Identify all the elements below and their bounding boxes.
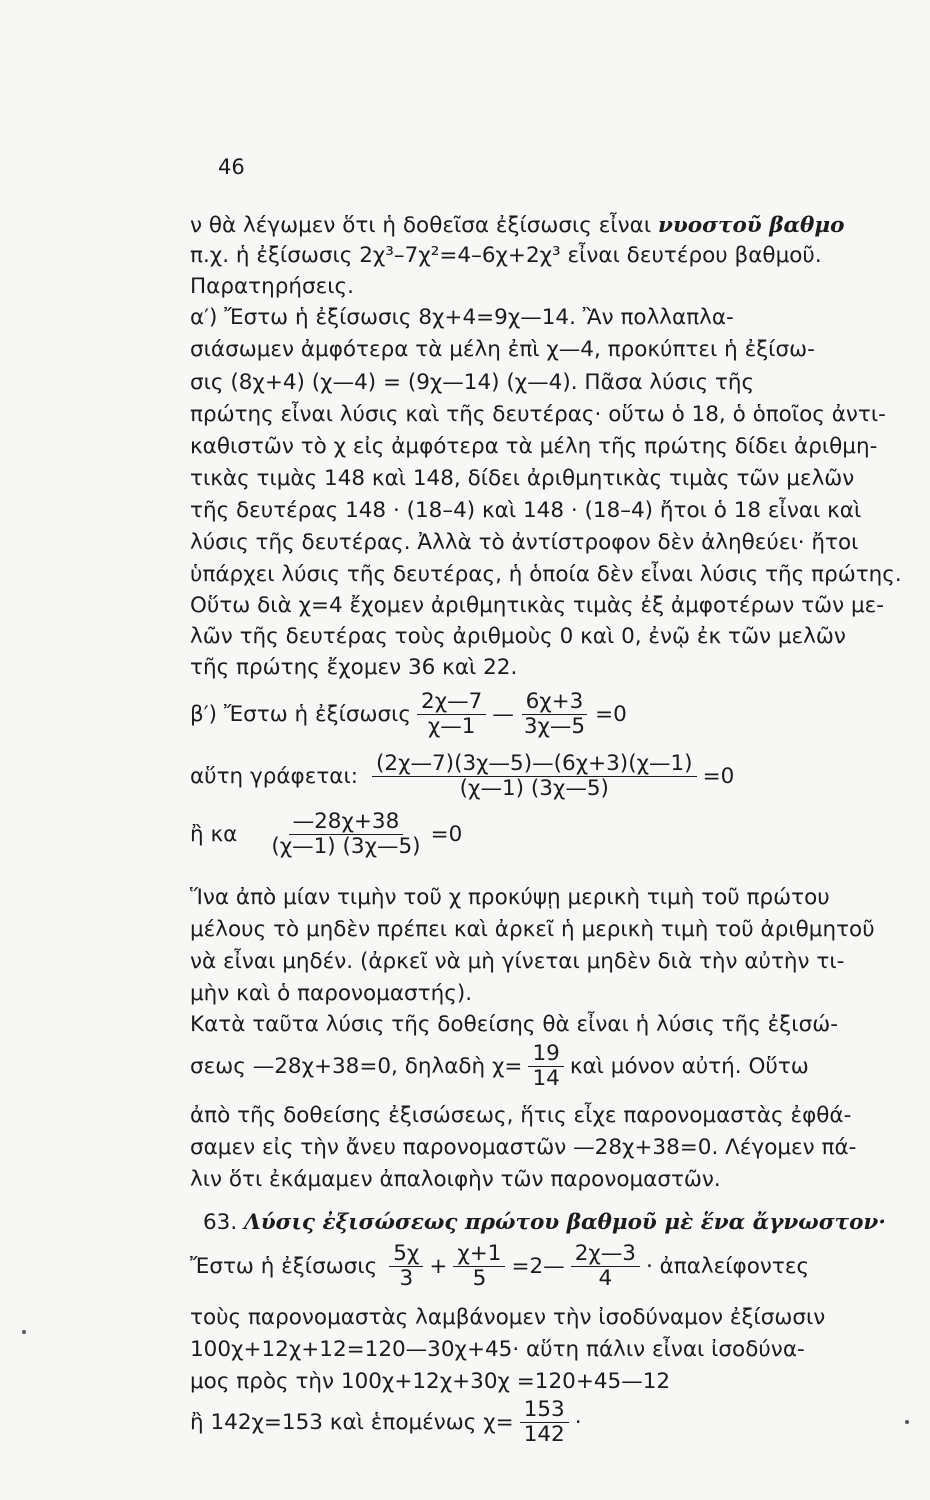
- text-line: 100χ+12χ+12=120—30χ+45· αὕτη πάλιν εἶναι ἰσοδύνα-: [190, 1337, 805, 1362]
- scan-speck: [22, 1330, 26, 1334]
- text-line: σαμεν εἰς τὴν ἄνευ παρονομαστῶν —28χ+38=0. Λέγομεν πά-: [190, 1135, 857, 1160]
- text-line: Κατὰ ταῦτα λύσις τῆς δοθείσης θὰ εἶναι ἡ λύσις τῆς ἐξισώ-: [190, 1012, 838, 1037]
- equation-c: αὕτη γράφεται: $\frac{(2\chi—7)(3\chi—5)—(6\chi+3)(\chi—1)}{(\chi—1) (3\chi—5)}$ =0: [190, 751, 735, 801]
- page-number: 46: [218, 155, 245, 179]
- equation-g: ἢ 142χ=153 καὶ ἑπομένως χ= $\frac{153}{142}$ ·: [190, 1397, 582, 1447]
- text-line: τῆς πρώτης ἔχομεν 36 καὶ 22.: [190, 655, 518, 680]
- text-line: ὑπάρχει λύσις τῆς δευτέρας, ἡ ὁποία δὲν εἶναι λύσις τῆς πρώτης.: [190, 562, 902, 587]
- fraction: $\frac{2\chi—3}{4}$: [571, 1242, 640, 1291]
- text-line: λιν ὅτι ἐκάμαμεν ἀπαλοιφὴν τῶν παρονομαστῶν.: [190, 1167, 721, 1192]
- fraction: $\frac{—28\chi+38}{(\chi—1) (3\chi—5)}$: [271, 809, 421, 859]
- text-line: τικὰς τιμὰς 148 καὶ 148, δίδει ἀριθμητικὰς τιμὰς τῶν μελῶν: [190, 466, 855, 491]
- text-line: Παρατηρήσεις.: [190, 274, 354, 299]
- section-heading: 63. Λύσις ἐξισώσεως πρώτου βαθμοῦ μὲ ἕνα ἄγνωστον·: [203, 1210, 886, 1235]
- fraction: $\frac{19}{14}$: [528, 1042, 563, 1091]
- text-line: μέλους τὸ μηδὲν πρέπει καὶ ἀρκεῖ ἡ μερικὴ τιμὴ τοῦ ἀριθμητοῦ: [190, 917, 875, 942]
- equation-f: Ἔστω ἡ ἐξίσωσις $\frac{5\chi}{3}$ + $\frac{\chi+1}{5}$ =2— $\frac{2\chi—3}{4}$ · ἀπαλείφοντες: [190, 1241, 810, 1291]
- scan-speck: [905, 1420, 909, 1424]
- equation-e: σεως —28χ+38=0, δηλαδὴ χ= $\frac{19}{14}$ καὶ μόνον αὐτή. Οὕτω: [190, 1041, 809, 1091]
- fraction: $\frac{2\chi—7}{\chi—1}$: [417, 690, 486, 739]
- text-line: τῆς δευτέρας 148 · (18–4) καὶ 148 · (18–4) ἤτοι ὁ 18 εἶναι καὶ: [190, 498, 862, 523]
- fraction: $\frac{5\chi}{3}$: [389, 1242, 423, 1291]
- text-line: νὰ εἶναι μηδέν. (ἀρκεῖ νὰ μὴ γίνεται μηδὲν διὰ τὴν αὐτὴν τι-: [190, 949, 845, 974]
- text-line: τοὺς παρονομαστὰς λαμβάνομεν τὴν ἰσοδύναμον ἐξίσωσιν: [190, 1305, 826, 1330]
- text-line: π.χ. ἡ ἐξίσωσις 2χ³–7χ²=4–6χ+2χ³ εἶναι δευτέρου βαθμοῦ.: [190, 243, 822, 268]
- text-line: σις (8χ+4) (χ—4) = (9χ—14) (χ—4). Πᾶσα λύσις τῆς: [190, 370, 755, 395]
- text-line: σιάσωμεν ἀμφότερα τὰ μέλη ἐπὶ χ—4, προκύπτει ἡ ἐξίσω-: [190, 337, 815, 362]
- text-line: α′) Ἔστω ἡ ἐξίσωσις 8χ+4=9χ—14. Ἂν πολλαπλα-: [190, 305, 734, 330]
- text-line: μὴν καὶ ὁ παρονομαστής).: [190, 981, 473, 1006]
- text-line: λύσις τῆς δευτέρας. Ἀλλὰ τὸ ἀντίστροφον δὲν ἀληθεύει· ἤτοι: [190, 530, 859, 555]
- text-line: Οὕτω διὰ χ=4 ἔχομεν ἀριθμητικὰς τιμὰς ἐξ ἀμφοτέρων τῶν με-: [190, 593, 885, 618]
- text-line: ν θὰ λέγωμεν ὅτι ἡ δοθεῖσα ἐξίσωσις εἶναι νυοστοῦ βαθμο: [190, 213, 845, 238]
- text-line: ἀπὸ τῆς δοθείσης ἐξισώσεως, ἥτις εἶχε παρονομαστὰς ἐφθά-: [190, 1103, 852, 1128]
- text-line: λῶν τῆς δευτέρας τοὺς ἀριθμοὺς 0 καὶ 0, ἐνῷ ἐκ τῶν μελῶν: [190, 624, 846, 649]
- text-line: μος πρὸς τὴν 100χ+12χ+30χ =120+45—12: [190, 1369, 671, 1394]
- fraction: $\frac{(2\chi—7)(3\chi—5)—(6\chi+3)(\chi—1)}{(\chi—1) (3\chi—5)}$: [372, 752, 697, 801]
- text-line: καθιστῶν τὸ χ εἰς ἀμφότερα τὰ μέλη τῆς πρώτης δίδει ἀριθμη-: [190, 434, 878, 459]
- fraction: $\frac{\chi+1}{5}$: [453, 1242, 505, 1291]
- fraction: $\frac{6\chi+3}{3\chi—5}$: [520, 690, 589, 739]
- equation-d: ἢ κα $\frac{—28\chi+38}{(\chi—1) (3\chi—5)}$ =0: [190, 809, 463, 859]
- bold-term: νυοστοῦ βαθμο: [657, 213, 845, 238]
- text-line: πρώτης εἶναι λύσις καὶ τῆς δευτέρας· οὕτω ὁ 18, ὁ ὁποῖος ἀντι-: [190, 402, 886, 427]
- equation-b: β′) Ἔστω ἡ ἐξίσωσις $\frac{2\chi—7}{\chi—1}$ — $\frac{6\chi+3}{3\chi—5}$ =0: [190, 689, 627, 739]
- fraction: $\frac{153}{142}$: [520, 1398, 569, 1447]
- text-line: Ἵνα ἀπὸ μίαν τιμὴν τοῦ χ προκύψῃ μερικὴ τιμὴ τοῦ πρώτου: [190, 885, 830, 910]
